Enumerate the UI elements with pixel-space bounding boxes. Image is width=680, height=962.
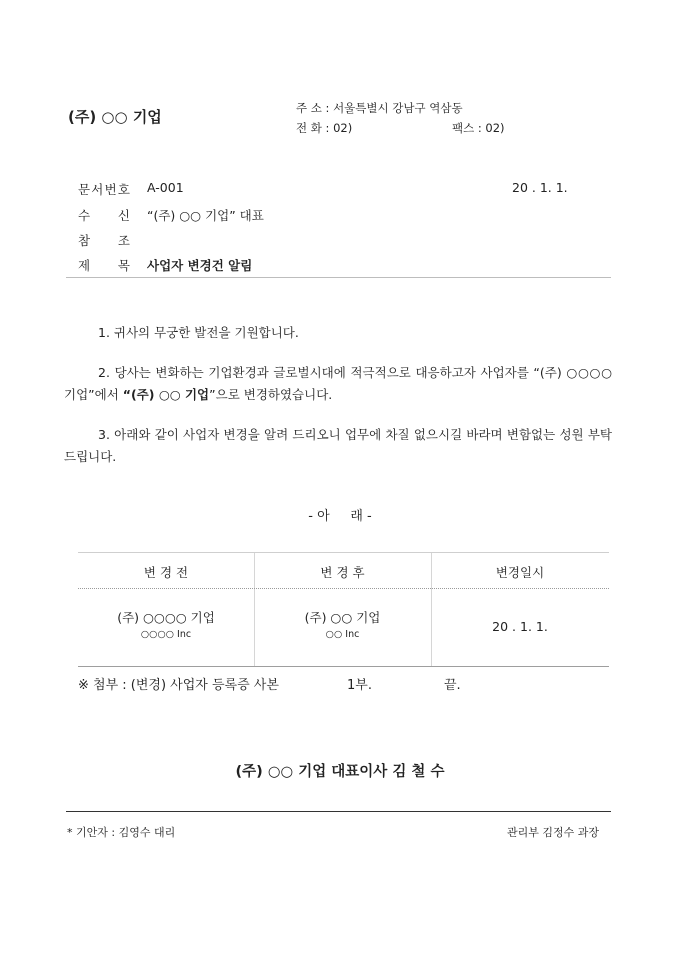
- paragraph-2-new-name: “(주) ○○ 기업: [122, 387, 210, 402]
- reference-label: [78, 231, 130, 249]
- paragraph-1: [64, 322, 612, 344]
- phone-value: 02): [333, 121, 353, 135]
- paragraph-2: [64, 362, 612, 406]
- label-char: 수: [78, 208, 91, 223]
- before-company-en: ○○○○ Inc: [140, 629, 192, 640]
- phone-label: 전 화: [296, 121, 322, 135]
- header-before: 변 경 전: [143, 565, 189, 580]
- before-cell: [78, 609, 254, 643]
- company-name: (주) ○○ 기업: [68, 108, 162, 126]
- after-company-en: ○○ Inc: [325, 629, 360, 640]
- label-char: 문: [78, 182, 91, 197]
- manager: 관리부 김정수 과장: [507, 826, 600, 839]
- paragraph-3: [64, 424, 612, 468]
- subject-value: 사업자 변경건 알림: [147, 258, 253, 273]
- drafter: * 기안자 : 김영수 대리: [67, 826, 176, 839]
- below-title: - 아 래 -: [308, 509, 372, 524]
- attachment-count: 1부.: [347, 678, 372, 693]
- doc-number-label: [78, 180, 130, 198]
- subject-label: [78, 256, 130, 274]
- recipient-value: “(주) ○○ 기업” 대표: [147, 208, 264, 223]
- label-char: 호: [117, 182, 130, 197]
- label-char: 신: [117, 208, 130, 223]
- fax-line: 팩스 : 02): [452, 121, 505, 135]
- after-company: (주) ○○ 기업: [304, 610, 381, 625]
- doc-date: 20 . 1. 1.: [512, 180, 568, 195]
- label-char: 참: [78, 233, 91, 248]
- change-date: 20 . 1. 1.: [492, 619, 548, 634]
- header-divider: [66, 277, 611, 278]
- doc-number-value: A-001: [147, 180, 184, 195]
- document-end: 끝.: [444, 678, 461, 693]
- before-company: (주) ○○○○ 기업: [117, 610, 215, 625]
- label-char: 제: [78, 258, 91, 273]
- attachment-label: ※ 첨부 : (변경) 사업자 등록증 사본: [78, 678, 279, 693]
- label-char: 서: [91, 182, 104, 197]
- label-char: 목: [117, 258, 130, 273]
- address-value: 서울특별시 강남구 역삼동: [333, 101, 463, 115]
- label-char: 번: [104, 182, 117, 197]
- footer-divider: [66, 811, 611, 812]
- recipient-label: [78, 206, 130, 224]
- sender-signature: (주) ○○ 기업 대표이사 김 철 수: [235, 764, 445, 780]
- fax-label: 팩스: [452, 121, 475, 135]
- label-char: 조: [117, 233, 130, 248]
- address-label: 주 소: [296, 101, 322, 115]
- paragraph-1-text: 1. 귀사의 무궁한 발전을 기원합니다.: [98, 325, 299, 340]
- header-change-date: 변경일시: [495, 565, 545, 580]
- change-table: [78, 552, 609, 667]
- paragraph-2-text-a: 2. 당사는 변화하는 기업환경과 글로벌시대에 적극적으로 대응하고자 사업자를 “(주) ○○○○ 기업”에서: [64, 365, 612, 402]
- fax-value: 02): [485, 121, 505, 135]
- address-line: 주 소 : 서울특별시 강남구 역삼동: [296, 101, 463, 115]
- paragraph-3-text: 3. 아래와 같이 사업자 변경을 알려 드리오니 업무에 차질 없으시길 바라며 변함없는 성원 부탁드립니다.: [64, 427, 612, 464]
- header-row-divider: [78, 588, 609, 589]
- header-after: 변 경 후: [320, 565, 365, 580]
- phone-line: 전 화 : 02): [296, 121, 353, 135]
- paragraph-2-text-b: ”으로 변경하였습니다.: [209, 387, 333, 402]
- after-cell: [254, 609, 431, 643]
